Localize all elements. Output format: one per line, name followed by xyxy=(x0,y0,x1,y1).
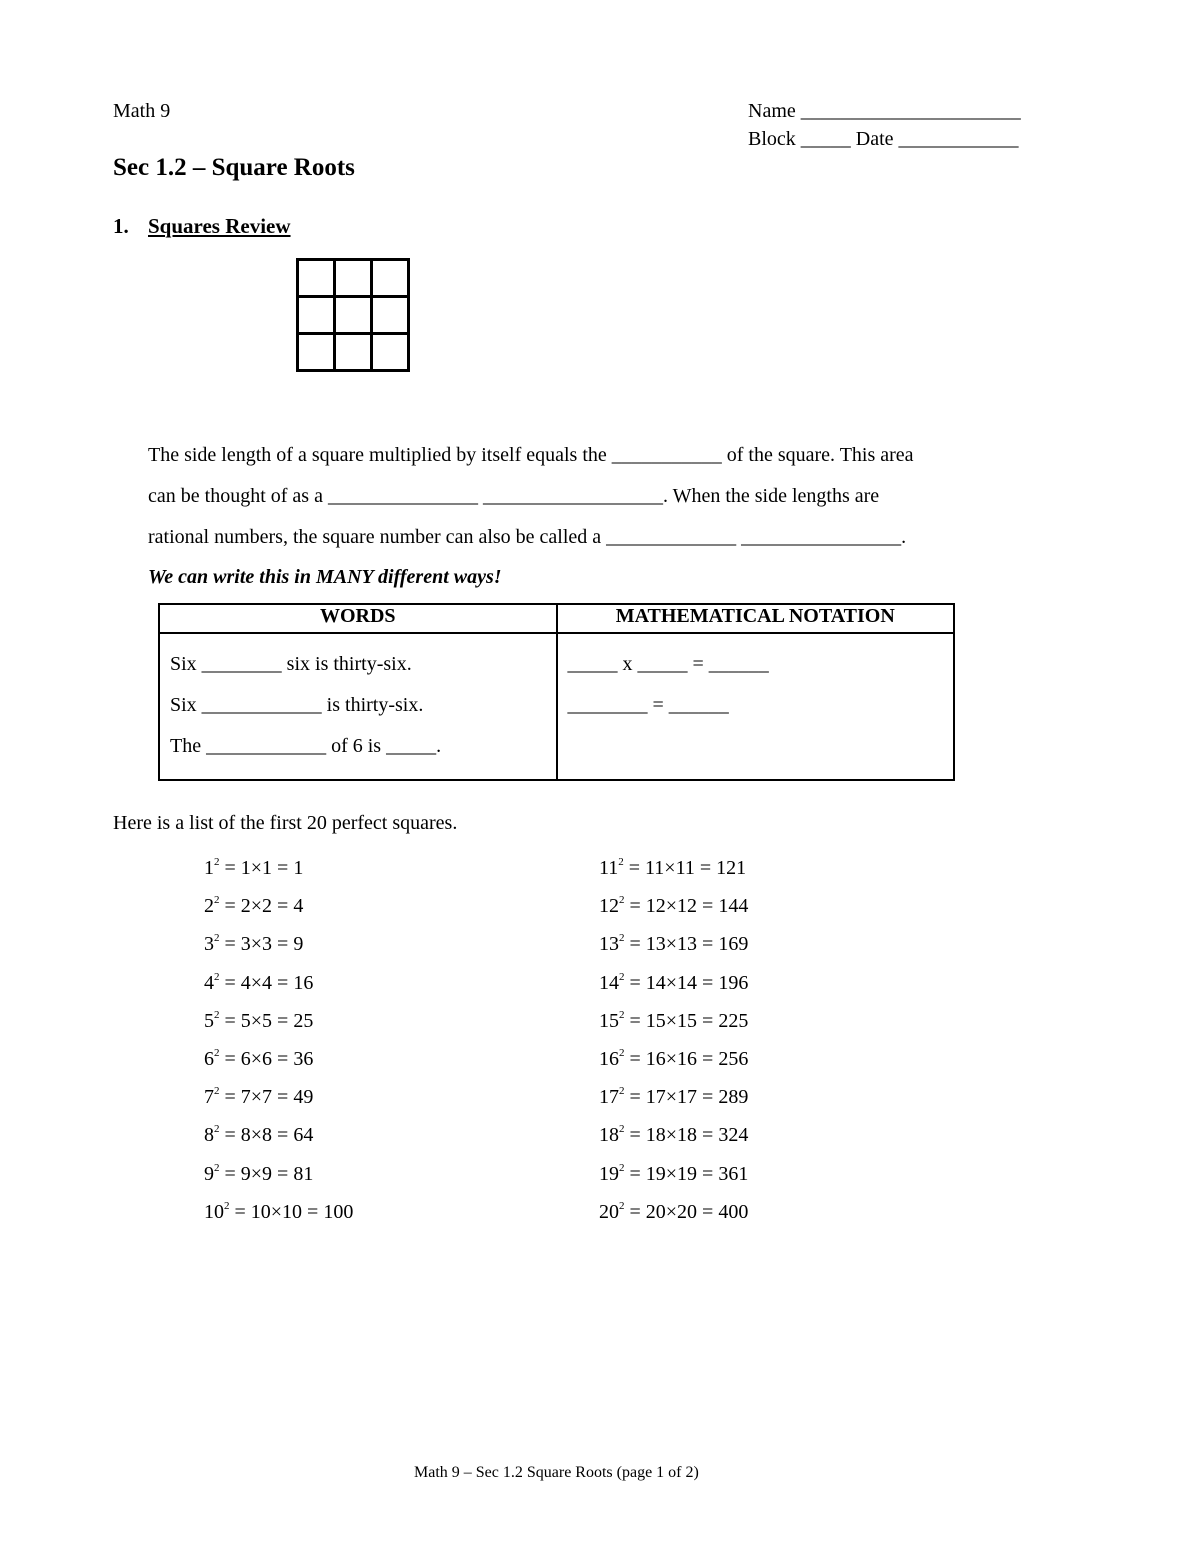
square-result: = 2×2 = 4 xyxy=(219,895,304,918)
square-base: 15 xyxy=(599,1009,619,1032)
square-base: 20 xyxy=(599,1200,619,1223)
square-equation xyxy=(599,1163,748,1186)
square-result: = 6×6 = 36 xyxy=(219,1048,314,1070)
square-result: = 11×11 = 121 xyxy=(623,857,747,879)
square-result: = 3×3 = 9 xyxy=(219,933,304,956)
square-base: 17 xyxy=(599,1086,619,1109)
paragraph-line-1: The side length of a square multiplied by itself equals the ___________ of the square. This area xyxy=(148,444,914,466)
notation-line[interactable]: ________ = ______ xyxy=(567,694,729,716)
list-intro: Here is a list of the first 20 perfect squares. xyxy=(113,812,458,834)
words-line[interactable]: Six ________ six is thirty-six. xyxy=(170,653,412,675)
square-base: 7 xyxy=(204,1086,214,1109)
square-equation xyxy=(599,972,748,995)
square-result: = 16×16 = 256 xyxy=(624,1048,749,1070)
square-base: 1 xyxy=(204,857,214,879)
square-equation xyxy=(599,1124,748,1147)
square-exponent: 2 xyxy=(214,1008,220,1021)
square-result: = 10×10 = 100 xyxy=(229,1200,354,1223)
square-exponent: 2 xyxy=(619,1161,625,1174)
square-exponent: 2 xyxy=(619,1047,625,1059)
square-base: 14 xyxy=(599,971,619,994)
square-result: = 19×19 = 361 xyxy=(624,1162,749,1185)
section-number: 1. xyxy=(113,214,129,238)
square-exponent: 2 xyxy=(214,932,220,945)
square-equation xyxy=(599,1201,748,1224)
square-equation xyxy=(599,933,748,956)
words-cell xyxy=(159,633,557,780)
square-base: 13 xyxy=(599,933,619,956)
square-base: 18 xyxy=(599,1124,619,1147)
square-exponent: 2 xyxy=(619,1008,625,1021)
square-base: 9 xyxy=(204,1162,214,1185)
square-result: = 12×12 = 144 xyxy=(624,895,749,918)
square-result: = 8×8 = 64 xyxy=(219,1124,314,1147)
square-exponent: 2 xyxy=(214,856,220,868)
section-heading: Squares Review xyxy=(148,214,291,238)
square-exponent: 2 xyxy=(214,1085,220,1098)
square-result: = 18×18 = 324 xyxy=(624,1124,749,1147)
square-exponent: 2 xyxy=(619,970,625,983)
square-result: = 17×17 = 289 xyxy=(624,1086,749,1109)
words-line[interactable]: Six ____________ is thirty-six. xyxy=(170,694,424,716)
square-result: = 15×15 = 225 xyxy=(624,1009,749,1032)
column-header-words: WORDS xyxy=(159,604,557,633)
square-equation xyxy=(204,1201,353,1224)
ways-table xyxy=(158,603,955,781)
square-base: 8 xyxy=(204,1124,214,1147)
square-exponent: 2 xyxy=(619,1199,625,1212)
square-exponent: 2 xyxy=(214,970,220,983)
square-equation xyxy=(204,972,313,995)
square-result: = 7×7 = 49 xyxy=(219,1086,314,1109)
grid-cell xyxy=(299,298,336,335)
square-equation xyxy=(204,933,303,956)
square-base: 3 xyxy=(204,933,214,956)
square-equation xyxy=(204,895,303,918)
emphasis-note: We can write this in MANY different ways! xyxy=(148,566,502,588)
grid-cell xyxy=(299,335,336,372)
square-exponent: 2 xyxy=(619,1123,625,1136)
square-equation xyxy=(204,1010,313,1033)
column-header-notation: MATHEMATICAL NOTATION xyxy=(557,604,955,633)
name-field[interactable]: Name ______________________ xyxy=(748,100,1021,122)
square-result: = 9×9 = 81 xyxy=(219,1162,314,1185)
paragraph-line-2: can be thought of as a _______________ __________________. When the side lengths are xyxy=(148,485,880,507)
grid-cell xyxy=(373,261,410,298)
square-base: 19 xyxy=(599,1162,619,1185)
square-result: = 13×13 = 169 xyxy=(624,933,749,956)
square-exponent: 2 xyxy=(619,932,625,945)
square-exponent: 2 xyxy=(224,1199,230,1212)
square-grid-diagram xyxy=(296,258,410,372)
grid-cell xyxy=(299,261,336,298)
square-base: 5 xyxy=(204,1009,214,1032)
square-equation xyxy=(204,1048,313,1071)
square-result: = 1×1 = 1 xyxy=(219,857,304,879)
square-exponent: 2 xyxy=(214,1047,220,1059)
page-footer: Math 9 – Sec 1.2 Square Roots (page 1 of 2) xyxy=(414,1464,699,1481)
grid-cell xyxy=(336,298,373,335)
square-exponent: 2 xyxy=(619,1085,625,1098)
square-equation xyxy=(204,1086,313,1109)
grid-cell xyxy=(336,261,373,298)
square-result: = 20×20 = 400 xyxy=(624,1200,749,1223)
square-base: 6 xyxy=(204,1048,214,1070)
square-equation xyxy=(599,1010,748,1033)
square-base: 11 xyxy=(599,857,619,879)
square-exponent: 2 xyxy=(214,1161,220,1174)
square-equation xyxy=(599,895,748,918)
grid-cell xyxy=(373,335,410,372)
square-equation xyxy=(599,1086,748,1109)
words-line[interactable]: The ____________ of 6 is _____. xyxy=(170,735,442,757)
square-result: = 4×4 = 16 xyxy=(219,971,314,994)
paragraph-line-3: rational numbers, the square number can also be called a _____________ ________________. xyxy=(148,526,907,548)
square-equation xyxy=(204,857,303,880)
course-label: Math 9 xyxy=(113,100,171,122)
square-equation xyxy=(599,1048,748,1071)
grid-cell xyxy=(336,335,373,372)
block-date-field[interactable]: Block _____ Date ____________ xyxy=(748,128,1019,150)
square-base: 4 xyxy=(204,971,214,994)
square-equation xyxy=(204,1124,313,1147)
square-base: 12 xyxy=(599,895,619,918)
square-base: 2 xyxy=(204,895,214,918)
square-equation xyxy=(204,1163,313,1186)
square-exponent: 2 xyxy=(214,1123,220,1136)
square-exponent: 2 xyxy=(619,894,625,907)
notation-line[interactable]: _____ x _____ = ______ xyxy=(567,653,769,675)
square-equation xyxy=(599,857,746,880)
square-exponent: 2 xyxy=(618,856,624,868)
grid-cell xyxy=(373,298,410,335)
square-result: = 14×14 = 196 xyxy=(624,971,749,994)
notation-cell xyxy=(557,633,955,780)
square-result: = 5×5 = 25 xyxy=(219,1009,314,1032)
square-exponent: 2 xyxy=(214,894,220,907)
square-base: 10 xyxy=(204,1200,224,1223)
square-base: 16 xyxy=(599,1048,619,1070)
page-title: Sec 1.2 – Square Roots xyxy=(113,154,355,181)
